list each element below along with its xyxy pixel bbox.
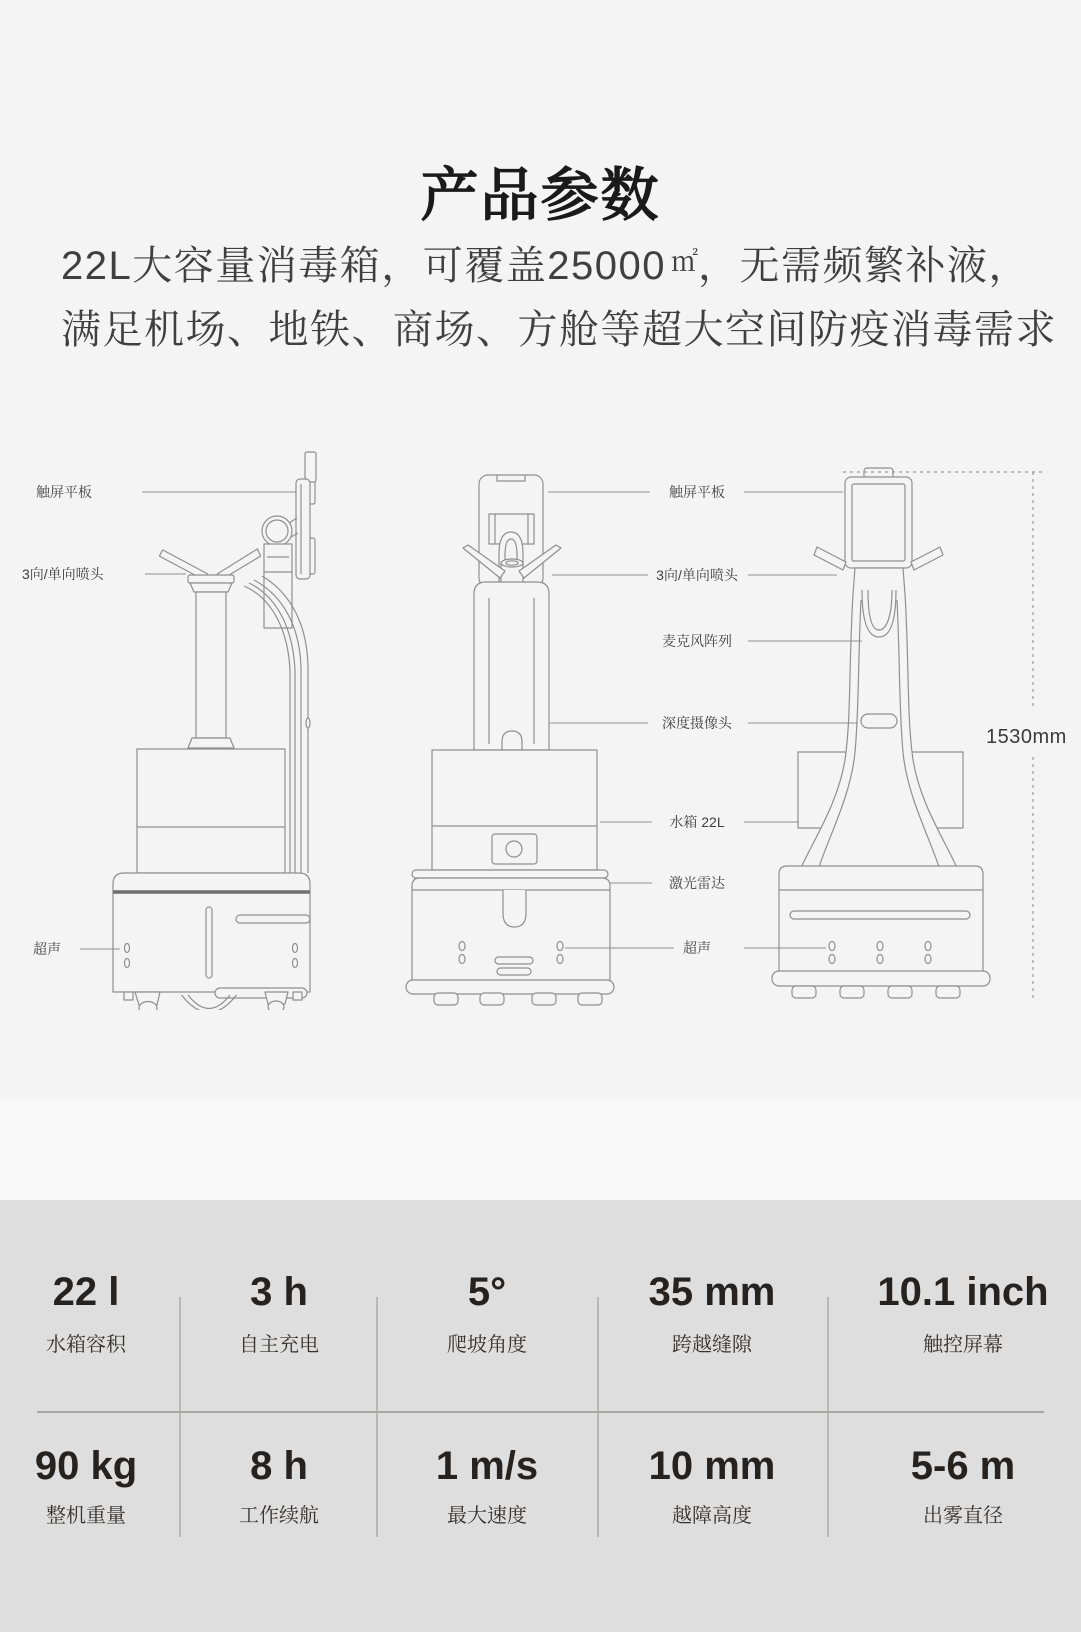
spec-label: 跨越缝隙 <box>672 1334 752 1356</box>
square-meter-unit: ㎡ <box>670 247 698 277</box>
spec-label: 整机重量 <box>46 1505 126 1527</box>
spec-col-tank <box>0 1200 176 1632</box>
background-band <box>0 1100 1081 1200</box>
spec-col-charging <box>189 1200 369 1632</box>
spec-label: 工作续航 <box>239 1505 319 1527</box>
callout-nozzle-left: 3向/单向喷头 <box>22 566 104 582</box>
spec-label: 水箱容积 <box>46 1334 126 1356</box>
spec-value: 90 kg <box>34 1444 138 1488</box>
robot-rear-view-drawing <box>772 468 990 998</box>
spec-value: 8 h <box>250 1444 308 1488</box>
grid-divider-vertical <box>827 1297 829 1537</box>
page-title: 产品参数 <box>420 162 661 228</box>
callout-ultrasonic-left: 超声 <box>33 941 61 957</box>
spec-value: 10 mm <box>648 1444 776 1488</box>
desc-text: 22L大容量消毒箱，可覆盖25000 <box>61 244 666 288</box>
robot-technical-diagram <box>0 440 1081 1010</box>
spec-label: 爬坡角度 <box>447 1334 527 1356</box>
spec-value: 10.1 inch <box>877 1270 1049 1314</box>
robot-side-view-drawing <box>113 452 316 1010</box>
spec-value: 35 mm <box>648 1270 776 1314</box>
robot-front-view-drawing <box>406 475 614 1005</box>
spec-value: 5° <box>467 1270 507 1314</box>
grid-divider-vertical <box>179 1297 181 1537</box>
height-dimension-label: 1530mm <box>986 726 1067 748</box>
spec-value: 1 m/s <box>435 1444 539 1488</box>
spec-col-gap <box>622 1200 802 1632</box>
callout-depth-camera: 深度摄像头 <box>662 715 732 731</box>
spec-label: 触控屏幕 <box>923 1334 1003 1356</box>
product-description-line1 <box>61 237 1051 291</box>
callout-touchscreen-tablet-left: 触屏平板 <box>36 484 92 500</box>
callout-water-tank: 水箱 22L <box>669 814 725 830</box>
spec-value: 22 l <box>52 1270 120 1314</box>
callout-ultrasonic: 超声 <box>683 940 711 956</box>
grid-divider-vertical <box>376 1297 378 1537</box>
callout-touchscreen-tablet: 触屏平板 <box>669 484 725 500</box>
product-description-line2: 满足机场、地铁、商场、方舱等超大空间防疫消毒需求 <box>61 308 1057 352</box>
desc-text: ，无需频繁补液， <box>697 244 1030 288</box>
spec-grid <box>0 1200 1081 1632</box>
spec-label: 最大速度 <box>447 1505 527 1527</box>
callout-microphone-array: 麦克风阵列 <box>662 633 732 649</box>
grid-divider-vertical <box>597 1297 599 1537</box>
callout-lidar: 激光雷达 <box>669 875 725 891</box>
spec-label: 越障高度 <box>672 1505 752 1527</box>
spec-label: 自主充电 <box>239 1334 319 1356</box>
spec-value: 5-6 m <box>910 1444 1016 1488</box>
spec-value: 3 h <box>250 1270 308 1314</box>
spec-label: 出雾直径 <box>923 1505 1003 1527</box>
callout-nozzle: 3向/单向喷头 <box>656 567 738 583</box>
spec-col-screen <box>873 1200 1053 1632</box>
spec-col-slope <box>397 1200 577 1632</box>
